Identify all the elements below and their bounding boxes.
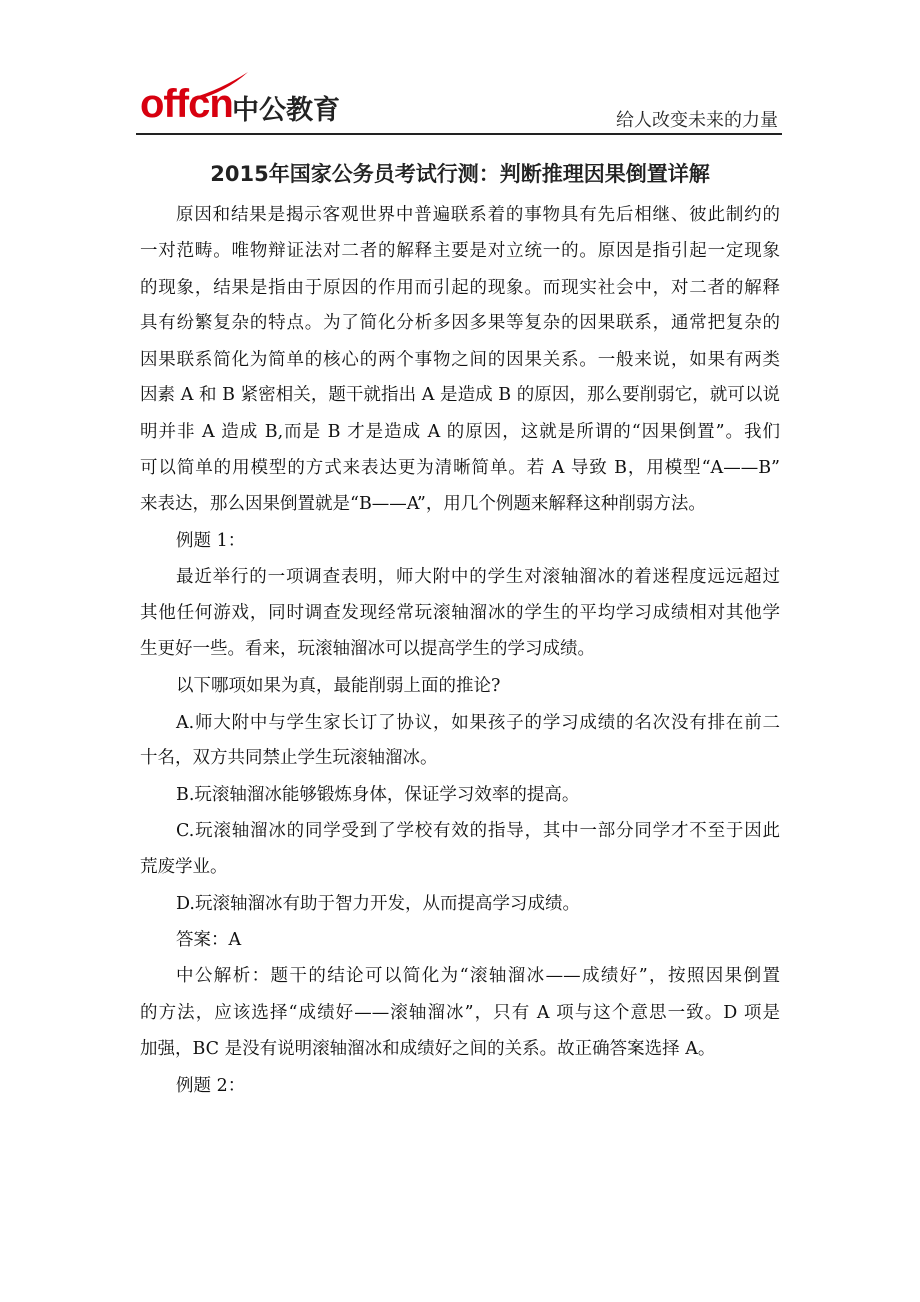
paragraph-line: 例题 1： [176, 531, 246, 551]
paragraph-line: 加强，BC 是没有说明滚轴溜冰和成绩好之间的关系。故正确答案选择 A。 [140, 1039, 716, 1059]
slogan: 给人改变未来的力量 [616, 110, 778, 131]
paragraph-line: 最近举行的一项调查表明，师大附中的学生对滚轴溜冰的着迷程度远远超过 [176, 567, 780, 587]
paragraph-line: 其他任何游戏，同时调查发现经常玩滚轴溜冰的学生的平均学习成绩相对其他学 [140, 603, 780, 623]
logo-text-cn: 中公教育 [232, 95, 340, 126]
paragraph-line: B.玩滚轴溜冰能够锻炼身体，保证学习效率的提高。 [176, 785, 580, 805]
paragraph-line: 中公解析：题干的结论可以简化为“滚轴溜冰——成绩好”，按照因果倒置 [176, 966, 780, 986]
document-title: 2015年国家公务员考试行测：判断推理因果倒置详解 [210, 162, 710, 186]
paragraph-line: 因素 A 和 B 紧密相关，题干就指出 A 是造成 B 的原因，那么要削弱它，就可以说 [140, 385, 780, 405]
logo-text-en: offcn [140, 82, 233, 126]
paragraph-line: A.师大附中与学生家长订了协议，如果孩子的学习成绩的名次没有排在前二 [176, 713, 780, 733]
paragraph-line: C.玩滚轴溜冰的同学受到了学校有效的指导，其中一部分同学才不至于因此 [176, 821, 780, 841]
paragraph-line: 具有纷繁复杂的特点。为了简化分析多因多果等复杂的因果联系，通常把复杂的 [140, 313, 780, 333]
paragraph-line: 例题 2： [176, 1076, 246, 1096]
paragraph-line: 原因和结果是揭示客观世界中普遍联系着的事物具有先后相继、彼此制约的 [176, 205, 780, 225]
paragraph-line: 答案：A [176, 930, 242, 950]
paragraph-line: 的方法，应该选择“成绩好——滚轴溜冰”，只有 A 项与这个意思一致。D 项是 [140, 1003, 780, 1023]
paragraph-line: 生更好一些。看来，玩滚轴溜冰可以提高学生的学习成绩。 [140, 639, 595, 659]
paragraph-line: 的现象，结果是指由于原因的作用而引起的现象。而现实社会中，对二者的解释 [140, 278, 780, 298]
paragraph-line: 因果联系简化为简单的核心的两个事物之间的因果关系。一般来说，如果有两类 [140, 350, 780, 370]
paragraph-line: 以下哪项如果为真，最能削弱上面的推论? [176, 676, 501, 696]
paragraph-line: 荒废学业。 [140, 857, 228, 877]
paragraph-line: 十名，双方共同禁止学生玩滚轴溜冰。 [140, 748, 438, 768]
paragraph-line: 明并非 A 造成 B,而是 B 才是造成 A 的原因，这就是所谓的“因果倒置”。我们 [140, 422, 780, 442]
paragraph-line: 一对范畴。唯物辩证法对二者的解释主要是对立统一的。原因是指引起一定现象 [140, 241, 780, 261]
offcn-logo [140, 70, 350, 126]
header-divider [136, 133, 782, 135]
paragraph-line: 来表达，那么因果倒置就是“B——A”，用几个例题来解释这种削弱方法。 [140, 494, 706, 514]
paragraph-line: 可以简单的用模型的方式来表达更为清晰简单。若 A 导致 B，用模型“A——B” [140, 458, 780, 478]
paragraph-line: D.玩滚轴溜冰有助于智力开发，从而提高学习成绩。 [176, 894, 580, 914]
